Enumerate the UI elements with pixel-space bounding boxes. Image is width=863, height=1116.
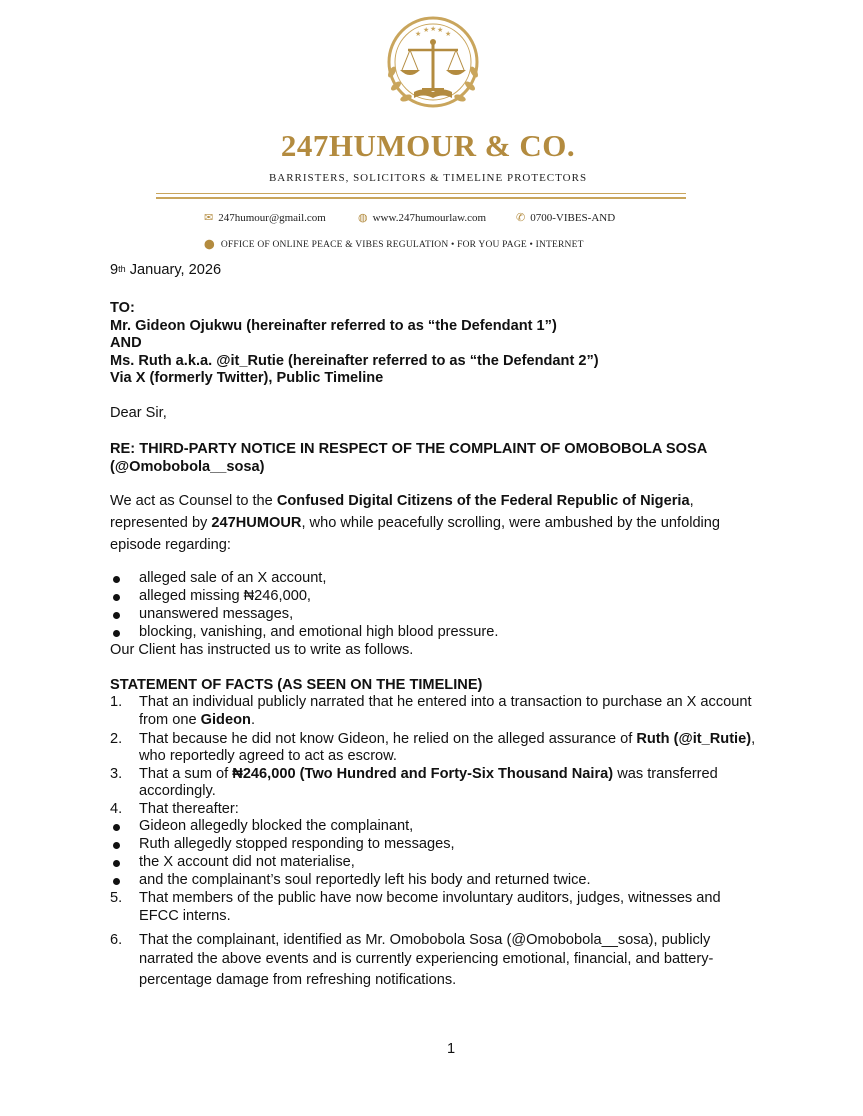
fact-4-line-1: That thereafter: — [139, 801, 239, 817]
bullet-icon — [113, 824, 120, 831]
svg-text:★: ★ — [430, 25, 437, 33]
subject-line-2: (@Omobobola__sosa) — [110, 459, 265, 475]
firm-name: 247HUMOUR & CO. — [280, 128, 576, 163]
fact-number: 5. — [110, 890, 123, 906]
fact-6-line-2: narrated the above events and is currently experiencing emotional, financial, and battery- — [139, 951, 714, 967]
office-address: ⬤ OFFICE OF ONLINE PEACE & VIBES REGULATION • FOR YOU PAGE • INTERNET — [204, 240, 584, 250]
letterhead-divider — [156, 193, 686, 194]
list-item: blocking, vanishing, and emotional high blood pressure. — [139, 624, 499, 640]
fact-number: 3. — [110, 766, 123, 782]
intro-line-2: represented by 247HUMOUR, who while peacefully scrolling, were ambushed by the unfolding — [110, 515, 721, 531]
bullet-icon — [113, 594, 120, 601]
contact-email: ✉ 247humour@gmail.com — [204, 212, 326, 224]
svg-text:★: ★ — [445, 30, 452, 38]
svg-text:★: ★ — [437, 26, 444, 34]
bullet-icon — [113, 878, 120, 885]
fact-2-line-1: That because he did not know Gideon, he relied on the alleged assurance of Ruth (@it_Rutie), — [139, 731, 756, 747]
salutation: Dear Sir, — [110, 405, 167, 421]
addressee-defendant-1: Mr. Gideon Ojukwu (hereinafter referred to as “the Defendant 1”) — [110, 318, 557, 334]
globe-icon: ◍ — [358, 212, 368, 224]
page-number: 1 — [447, 1041, 456, 1057]
list-item: and the complainant’s soul reportedly left his body and returned twice. — [139, 872, 591, 888]
intro-line-3: episode regarding: — [110, 537, 231, 553]
intro-line-1: We act as Counsel to the Confused Digital Citizens of the Federal Republic of Nigeria, — [110, 493, 694, 509]
letterhead-divider — [156, 197, 686, 199]
subject-line-1: RE: THIRD-PARTY NOTICE IN RESPECT OF THE COMPLAINT OF OMOBOBOLA SOSA — [110, 441, 708, 457]
bullet-icon — [113, 612, 120, 619]
client-instruction: Our Client has instructed us to write as follows. — [110, 642, 414, 658]
fact-number: 6. — [110, 932, 123, 948]
fact-number: 4. — [110, 801, 123, 817]
list-item: the X account did not materialise, — [139, 854, 355, 870]
list-item: Ruth allegedly stopped responding to messages, — [139, 836, 455, 852]
svg-text:★: ★ — [415, 30, 422, 38]
addressee-channel: Via X (formerly Twitter), Public Timeline — [110, 370, 384, 386]
fact-6-line-3: percentage damage from refreshing notifications. — [139, 972, 457, 988]
addressee-to: TO: — [110, 300, 135, 316]
list-item: Gideon allegedly blocked the complainant, — [139, 818, 414, 834]
facts-heading: STATEMENT OF FACTS (AS SEEN ON THE TIMELINE) — [110, 677, 483, 693]
fact-number: 1. — [110, 694, 123, 710]
addressee-defendant-2: Ms. Ruth a.k.a. @it_Rutie (hereinafter referred to as “the Defendant 2”) — [110, 353, 599, 369]
fact-number: 2. — [110, 731, 123, 747]
contact-phone: ✆ 0700-VIBES-AND — [516, 212, 616, 224]
fact-2-line-2: who reportedly agreed to act as escrow. — [139, 748, 397, 764]
bullet-icon — [113, 860, 120, 867]
list-item: alleged sale of an X account, — [139, 570, 327, 586]
fact-3-line-1: That a sum of ₦246,000 (Two Hundred and Forty-Six Thousand Naira) was transferred — [139, 766, 718, 782]
fact-1-line-1: That an individual publicly narrated that he entered into a transaction to purchase an X account — [139, 694, 752, 710]
fact-1-line-2: from one Gideon. — [139, 712, 255, 728]
list-item: alleged missing ₦246,000, — [139, 588, 311, 604]
envelope-icon: ✉ — [204, 212, 214, 224]
letter-date: 9th January, 2026 — [110, 262, 222, 278]
contact-website: ◍ www.247humourlaw.com — [358, 212, 487, 224]
fact-5-line-2: EFCC interns. — [139, 908, 231, 924]
bullet-icon — [113, 630, 120, 637]
fact-5-line-1: That members of the public have now become involuntary auditors, judges, witnesses and — [139, 890, 721, 906]
fact-6-line-1: That the complainant, identified as Mr. Omobobola Sosa (@Omobobola__sosa), publicly — [139, 932, 711, 948]
bullet-icon — [113, 576, 120, 583]
svg-text:★: ★ — [423, 26, 430, 34]
phone-icon: ✆ — [516, 212, 526, 224]
fact-3-line-2: accordingly. — [139, 783, 216, 799]
location-pin-icon: ⬤ — [204, 240, 215, 250]
bullet-icon — [113, 842, 120, 849]
list-item: unanswered messages, — [139, 606, 294, 622]
scales-of-justice-logo — [378, 12, 488, 120]
addressee-and: AND — [110, 335, 142, 351]
firm-tagline: BARRISTERS, SOLICITORS & TIMELINE PROTECTORS — [268, 172, 588, 184]
